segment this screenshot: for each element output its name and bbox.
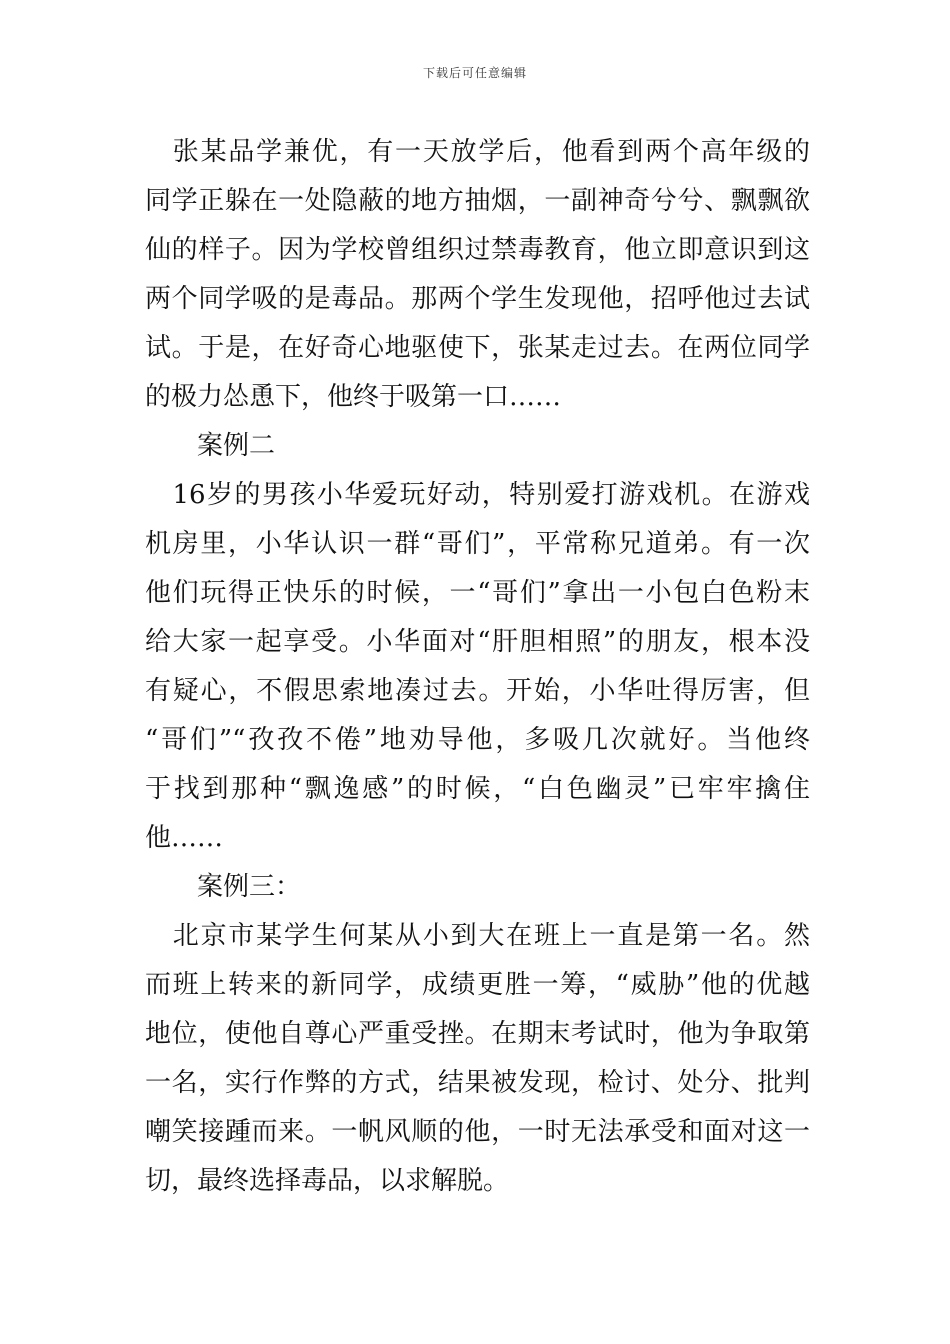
paragraph-line: 地位，使他自尊心严重受挫。在期末考试时，他为争取第	[145, 1019, 810, 1049]
paragraph-line: 仙的样子。因为学校曾组织过禁毒教育，他立即意识到这	[145, 235, 810, 265]
case2-paragraph	[145, 471, 810, 863]
paragraph-line: 试。于是，在好奇心地驱使下，张某走过去。在两位同学	[145, 333, 810, 363]
paragraph-line: 他们玩得正快乐的时候，一“哥们”拿出一小包白色粉末	[145, 578, 810, 608]
case3-paragraph	[145, 912, 810, 1206]
paragraph-line: 同学正躲在一处隐蔽的地方抽烟，一副神奇兮兮、飘飘欲	[145, 186, 810, 216]
case1-paragraph	[145, 128, 810, 422]
paragraph-line: 一名，实行作弊的方式，结果被发现，检讨、处分、批判	[145, 1068, 810, 1098]
paragraph-line: 于找到那种“飘逸感”的时候，“白色幽灵”已牢牢擒住	[145, 774, 810, 804]
paragraph-line: 机房里，小华认识一群“哥们”，平常称兄道弟。有一次	[145, 529, 810, 559]
document-body	[145, 128, 810, 1206]
paragraph-line: 他……	[145, 823, 224, 853]
case2-heading: 案例二	[197, 431, 276, 461]
paragraph-line: 切，最终选择毒品，以求解脱。	[145, 1166, 510, 1196]
paragraph-line: 两个同学吸的是毒品。那两个学生发现他，招呼他过去试	[145, 284, 810, 314]
paragraph-line: 给大家一起享受。小华面对“肝胆相照”的朋友，根本没	[145, 627, 810, 657]
paragraph-line: 的极力怂恿下，他终于吸第一口……	[145, 382, 562, 412]
paragraph-line: 16岁的男孩小华爱玩好动，特别爱打游戏机。在游戏	[145, 480, 810, 510]
page-header: 下载后可任意编辑	[422, 66, 527, 80]
paragraph-line: 北京市某学生何某从小到大在班上一直是第一名。然	[145, 921, 810, 951]
paragraph-line: “哥们”“孜孜不倦”地劝导他，多吸几次就好。当他终	[145, 725, 810, 755]
case3-heading: 案例三：	[197, 872, 302, 902]
paragraph-line: 而班上转来的新同学，成绩更胜一筹，“威胁”他的优越	[145, 970, 810, 1000]
paragraph-line: 嘲笑接踵而来。一帆风顺的他，一时无法承受和面对这一	[145, 1117, 810, 1147]
paragraph-line: 有疑心，不假思索地凑过去。开始，小华吐得厉害，但	[145, 676, 810, 706]
paragraph-line: 张某品学兼优，有一天放学后，他看到两个高年级的	[145, 137, 810, 167]
